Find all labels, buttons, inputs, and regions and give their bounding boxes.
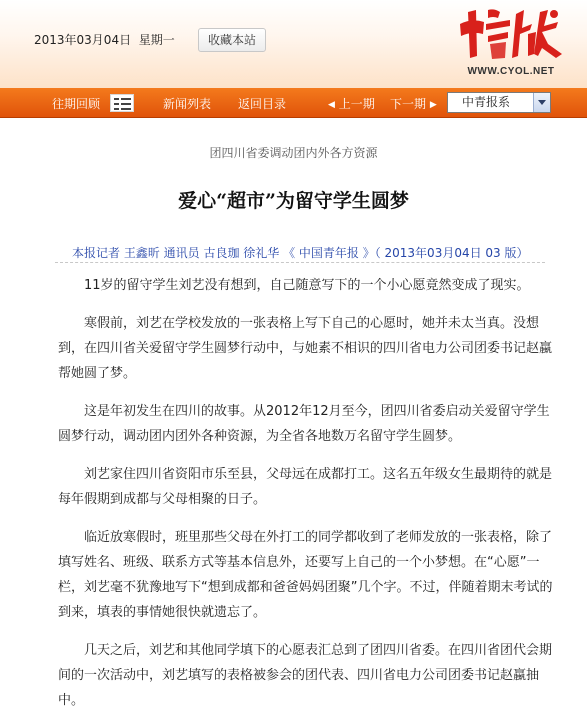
next-arrow-icon: ▶ [429,100,437,110]
prev-arrow-icon: ◀ [328,100,335,110]
article-paragraph: 寒假前，刘艺在学校发放的一张表格上写下自己的心愿时，她并未太当真。没想到，在四川省关爱留守学生圆梦行动中，与她素不相识的四川省电力公司团委书记赵蠃帮她圆了梦。 [58,316,553,381]
page-header [0,0,587,88]
article-paragraph: 刘艺家住四川省资阳市乐至县，父母远在成都打工。这名五年级女生最期待的就是每年假期到成都与父母相聚的日子。 [58,467,553,507]
nav-back-to-toc-link[interactable]: 返回目录 [238,97,287,111]
next-issue-label: 下一期 [390,97,427,111]
nav-prev-issue-link[interactable] [328,95,375,112]
bookmark-site-button[interactable]: 收藏本站 [198,28,266,52]
article-paragraph: 几天之后，刘艺和其他同学填下的心愿表汇总到了团四川省委。在四川省团代会期间的一次活动中，刘艺填写的表格被参会的团代表、四川省电力公司团委书记赵蠃抽中。 [58,643,553,708]
logo-calligraphy-icon [458,4,564,62]
prev-issue-label: 上一期 [338,97,375,111]
nav-history-link[interactable]: 往期回顾 [52,97,101,111]
paper-select-value: 中青报系 [462,95,511,109]
nav-bar [0,88,587,118]
logo-url-text: WWW.CYOL.NET [467,66,555,77]
nav-next-issue-link[interactable] [390,95,437,112]
cyol-logo[interactable] [456,4,566,84]
article-paragraph: 临近放寒假时，班里那些父母在外打工的同学都收到了老师发放的一张表格，除了填写姓名、班级、联系方式等基本信息外，还要写上自己的一个小梦想。在“心愿”一栏，刘艺毫不犹豫地写下“想到成都和爸爸妈妈团聚”几个字。不过，伴随着期末考试的到来，填表的事情她很快就遗忘了。 [58,530,553,620]
date-display [34,31,175,48]
nav-news-list-link[interactable]: 新闻列表 [163,97,212,111]
article-title: 爱心“超市”为留守学生圆梦 [178,190,409,212]
article-body [58,273,554,725]
article-subtitle: 团四川省委调动团内外各方资源 [209,146,378,160]
paper-select-dropdown[interactable] [447,92,551,113]
grid-view-icon[interactable] [110,94,134,112]
byline-divider [55,262,545,263]
article-paragraph: 这是年初发生在四川的故事。从2012年12月至今，团四川省委启动关爱留守学生圆梦行动，调动团内团外各种资源，为全省各地数万名留守学生圆梦。 [58,404,550,444]
article-byline: 本报记者 王鑫昕 通讯员 古良珈 徐礼华 《 中国青年报 》（ 2013年03月04日 03 版） [72,246,529,260]
date-text: 2013年03月04日 [34,33,132,47]
weekday-text: 星期一 [138,33,175,47]
chevron-down-icon[interactable] [533,93,550,112]
article-paragraph: 11岁的留守学生刘艺没有想到，自己随意写下的一个小心愿竟然变成了现实。 [84,278,530,293]
